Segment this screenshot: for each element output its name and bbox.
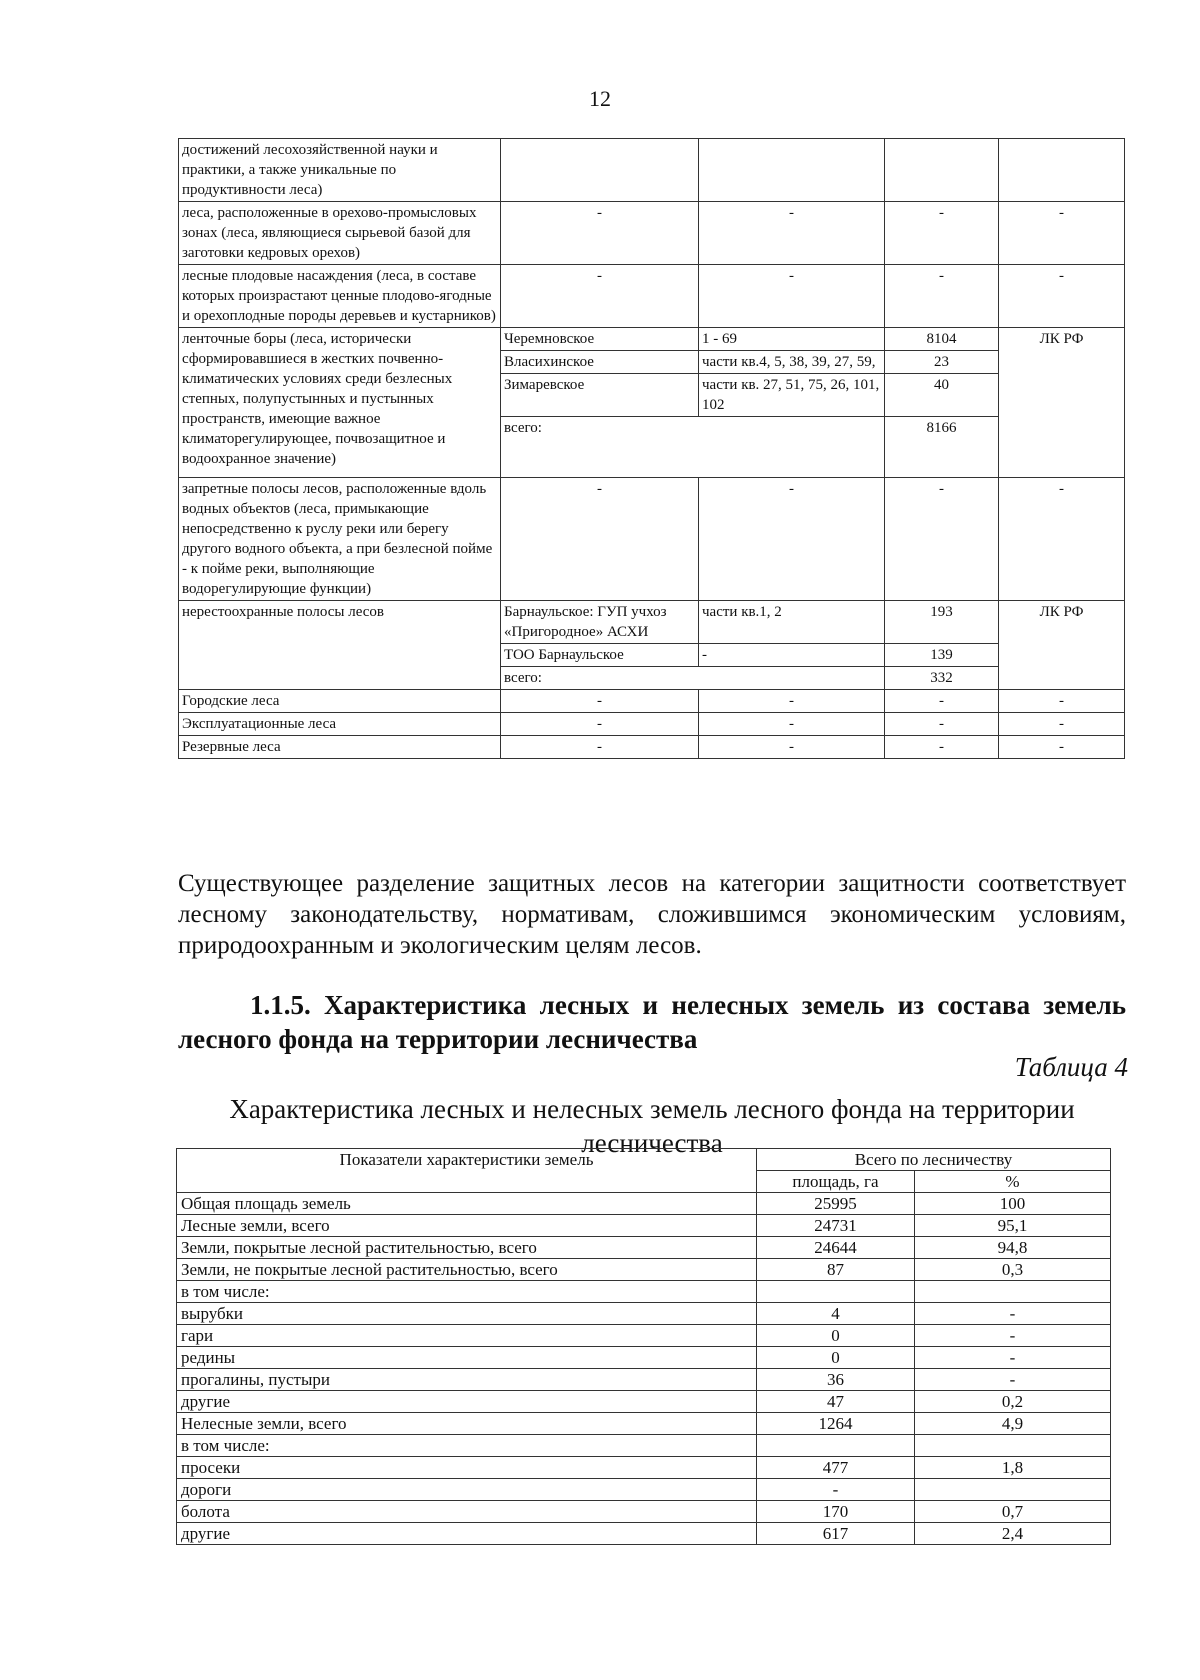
table-row: [177, 1237, 1111, 1259]
header-percent: %: [915, 1171, 1111, 1193]
percent-value: [915, 1479, 1111, 1501]
area-value: 24644: [757, 1237, 915, 1259]
area-cell: 139: [885, 644, 999, 667]
percent-value: -: [915, 1325, 1111, 1347]
basis-cell: [999, 139, 1125, 202]
row-label: Лесные земли, всего: [177, 1215, 757, 1237]
table-row: [179, 265, 1125, 328]
forestry-cell: -: [501, 265, 699, 328]
quarters-cell: -: [699, 713, 885, 736]
quarters-cell: -: [699, 690, 885, 713]
area-value: 477: [757, 1457, 915, 1479]
area-value: [757, 1435, 915, 1457]
table-row: [177, 1523, 1111, 1545]
area-cell: 8104: [885, 328, 999, 351]
land-characteristics-table: [176, 1148, 1111, 1545]
row-label: просеки: [177, 1457, 757, 1479]
basis-cell: ЛК РФ: [999, 328, 1125, 478]
percent-value: -: [915, 1303, 1111, 1325]
row-label: другие: [177, 1391, 757, 1413]
forestry-cell: ТОО Барнаульское: [501, 644, 699, 667]
area-cell: 40: [885, 374, 999, 417]
percent-value: 0,3: [915, 1259, 1111, 1281]
area-cell: -: [885, 202, 999, 265]
area-value: 87: [757, 1259, 915, 1281]
table-row: [179, 328, 1125, 351]
table-row: [177, 1193, 1111, 1215]
area-value: 47: [757, 1391, 915, 1413]
percent-value: 0,7: [915, 1501, 1111, 1523]
category-cell: достижений лесохозяйственной науки и практики, а также уникальные по продуктивности леса): [179, 139, 501, 202]
header-indicator: Показатели характеристики земель: [177, 1149, 757, 1193]
row-label: в том числе:: [177, 1281, 757, 1303]
percent-value: 95,1: [915, 1215, 1111, 1237]
table-row: [177, 1501, 1111, 1523]
row-label: в том числе:: [177, 1435, 757, 1457]
forestry-cell: -: [501, 736, 699, 759]
section-heading: 1.1.5. Характеристика лесных и нелесных земель из состава земель лесного фонда на территории лесничества: [178, 990, 1126, 1054]
protective-forests-table: [178, 138, 1125, 759]
basis-cell: -: [999, 478, 1125, 601]
table-row: [179, 713, 1125, 736]
area-cell: -: [885, 713, 999, 736]
table-row: [177, 1347, 1111, 1369]
quarters-cell: -: [699, 736, 885, 759]
table-row: [177, 1413, 1111, 1435]
area-value: 36: [757, 1369, 915, 1391]
area-value: 25995: [757, 1193, 915, 1215]
forestry-cell: -: [501, 478, 699, 601]
area-cell: -: [885, 736, 999, 759]
area-value: 0: [757, 1325, 915, 1347]
row-label: Земли, не покрытые лесной растительностью, всего: [177, 1259, 757, 1281]
table-label: Таблица 4: [1014, 1052, 1128, 1082]
percent-value: 1,8: [915, 1457, 1111, 1479]
area-cell: 23: [885, 351, 999, 374]
forestry-cell: -: [501, 690, 699, 713]
quarters-cell: -: [699, 644, 885, 667]
forestry-cell: Черемновское: [501, 328, 699, 351]
area-value: [757, 1281, 915, 1303]
percent-value: 4,9: [915, 1413, 1111, 1435]
area-value: 24731: [757, 1215, 915, 1237]
category-cell: лесные плодовые насаждения (леса, в составе которых произрастают ценные плодово-ягодные и орехоплодные породы деревьев и кустарников): [179, 265, 501, 328]
basis-cell: -: [999, 736, 1125, 759]
table-row: [179, 601, 1125, 644]
area-value: 617: [757, 1523, 915, 1545]
area-value: 0: [757, 1347, 915, 1369]
total-label-cell: всего:: [501, 417, 885, 478]
basis-cell: ЛК РФ: [999, 601, 1125, 690]
area-cell: 193: [885, 601, 999, 644]
row-label: вырубки: [177, 1303, 757, 1325]
row-label: прогалины, пустыри: [177, 1369, 757, 1391]
area-cell: -: [885, 478, 999, 601]
table-row: [179, 478, 1125, 601]
forestry-cell: -: [501, 713, 699, 736]
header-area: площадь, га: [757, 1171, 915, 1193]
percent-value: 94,8: [915, 1237, 1111, 1259]
area-cell: -: [885, 690, 999, 713]
total-area-cell: 332: [885, 667, 999, 690]
row-label: гари: [177, 1325, 757, 1347]
table-caption: Характеристика лесных и нелесных земель лесного фонда на территории лесничества: [229, 1094, 1075, 1158]
table-row: [179, 690, 1125, 713]
percent-value: -: [915, 1347, 1111, 1369]
basis-cell: -: [999, 713, 1125, 736]
quarters-cell: 1 - 69: [699, 328, 885, 351]
table-row: [177, 1479, 1111, 1501]
forestry-cell: [501, 139, 699, 202]
table-row: [177, 1215, 1111, 1237]
area-value: 1264: [757, 1413, 915, 1435]
category-cell: нерестоохранные полосы лесов: [179, 601, 501, 690]
quarters-cell: [699, 139, 885, 202]
area-cell: -: [885, 265, 999, 328]
percent-value: [915, 1435, 1111, 1457]
row-label: другие: [177, 1523, 757, 1545]
forestry-cell: Зимаревское: [501, 374, 699, 417]
table-row: [177, 1259, 1111, 1281]
row-label: Нелесные земли, всего: [177, 1413, 757, 1435]
basis-cell: -: [999, 690, 1125, 713]
total-label-cell: всего:: [501, 667, 885, 690]
table-row: [179, 139, 1125, 202]
table-row: [177, 1281, 1111, 1303]
page-number: 12: [589, 86, 611, 111]
percent-value: -: [915, 1369, 1111, 1391]
area-value: -: [757, 1479, 915, 1501]
percent-value: 2,4: [915, 1523, 1111, 1545]
area-value: 4: [757, 1303, 915, 1325]
forestry-cell: -: [501, 202, 699, 265]
table-row: [179, 736, 1125, 759]
basis-cell: -: [999, 202, 1125, 265]
category-cell: леса, расположенные в орехово-промысловых зонах (леса, являющиеся сырьевой базой для заготовки кедровых орехов): [179, 202, 501, 265]
quarters-cell: -: [699, 478, 885, 601]
table-row: [177, 1369, 1111, 1391]
area-value: 170: [757, 1501, 915, 1523]
category-cell: Эксплуатационные леса: [179, 713, 501, 736]
row-label: редины: [177, 1347, 757, 1369]
category-cell: Городские леса: [179, 690, 501, 713]
percent-value: [915, 1281, 1111, 1303]
category-cell: Резервные леса: [179, 736, 501, 759]
row-label: дороги: [177, 1479, 757, 1501]
table-header-row: [177, 1149, 1111, 1171]
percent-value: 0,2: [915, 1391, 1111, 1413]
category-cell: ленточные боры (леса, исторически сформировавшиеся в жестких почвенно-климатических условиях среди безлесных степных, полупустынных и пустынных пространств, имеющие важное климаторегулирующее, почвозащитное и водоохранное значение): [179, 328, 501, 478]
table-row: [177, 1303, 1111, 1325]
body-paragraph: Существующее разделение защитных лесов на категории защитности соответствует лесному законодательству, нормативам, сложившимся экономическим условиям, природоохранным и экологическим целям лесов.: [178, 870, 1126, 959]
basis-cell: -: [999, 265, 1125, 328]
percent-value: 100: [915, 1193, 1111, 1215]
row-label: Общая площадь земель: [177, 1193, 757, 1215]
category-cell: запретные полосы лесов, расположенные вдоль водных объектов (леса, примыкающие непосредственно к руслу реки или берегу другого водного объекта, а при безлесной пойме - к пойме реки, выполняющие водорегулирующие функции): [179, 478, 501, 601]
quarters-cell: -: [699, 265, 885, 328]
area-cell: [885, 139, 999, 202]
quarters-cell: -: [699, 202, 885, 265]
table-row: [177, 1435, 1111, 1457]
row-label: Земли, покрытые лесной растительностью, всего: [177, 1237, 757, 1259]
table-row: [177, 1325, 1111, 1347]
quarters-cell: части кв. 27, 51, 75, 26, 101, 102: [699, 374, 885, 417]
forestry-cell: Барнаульское: ГУП учхоз «Пригородное» АСХИ: [501, 601, 699, 644]
row-label: болота: [177, 1501, 757, 1523]
quarters-cell: части кв.1, 2: [699, 601, 885, 644]
header-total: Всего по лесничеству: [757, 1149, 1111, 1171]
forestry-cell: Власихинское: [501, 351, 699, 374]
table-row: [179, 202, 1125, 265]
total-area-cell: 8166: [885, 417, 999, 478]
quarters-cell: части кв.4, 5, 38, 39, 27, 59,: [699, 351, 885, 374]
table-row: [177, 1391, 1111, 1413]
table-row: [177, 1457, 1111, 1479]
